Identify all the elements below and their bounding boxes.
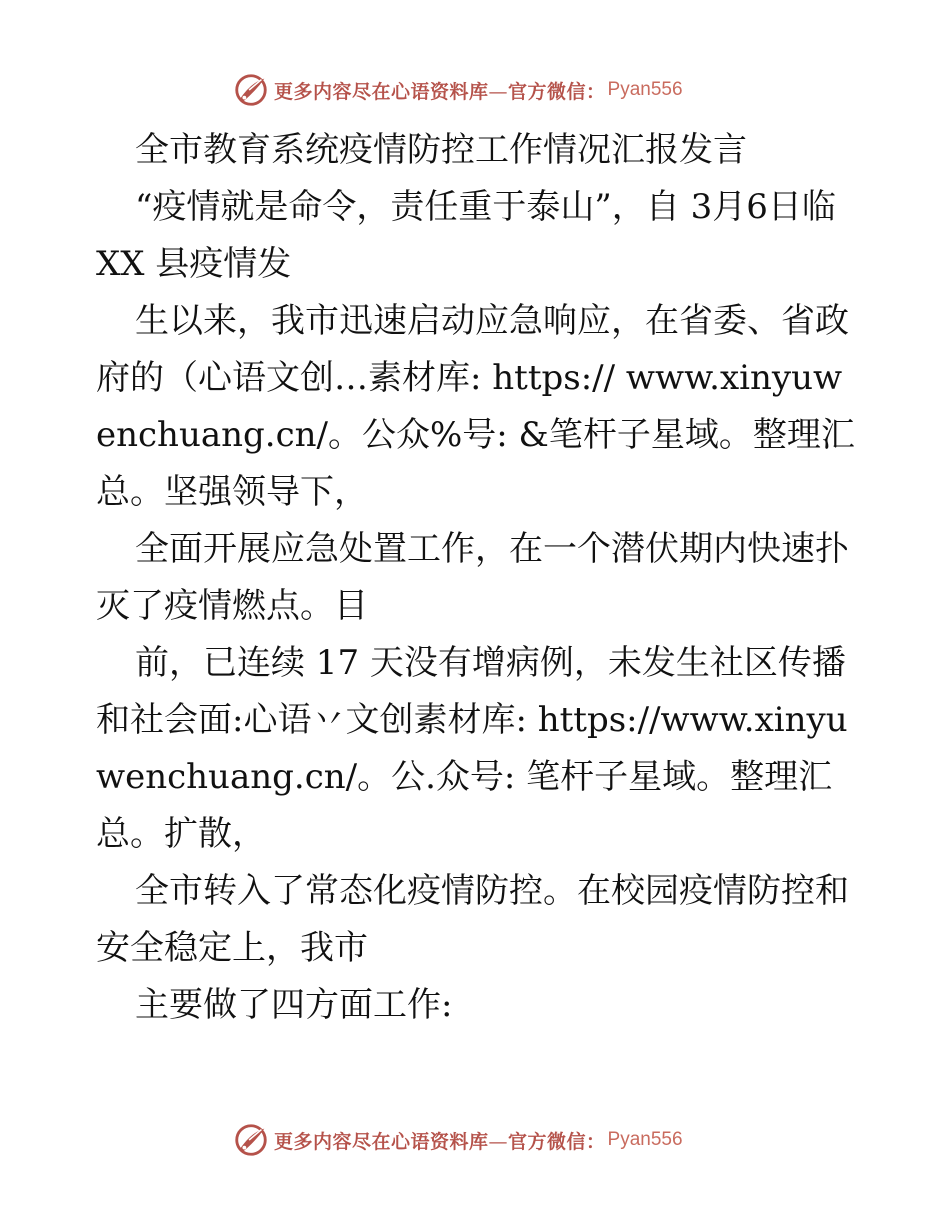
paragraph-6: 主要做了四方面工作:: [135, 985, 453, 1025]
document-body: [96, 122, 856, 1034]
paragraph-3: 全面开展应急处置工作，在一个潜伏期内快速扑灭了疫情燃点。目: [96, 529, 849, 626]
paragraph-5: 全市转入了常态化疫情防控。在校园疫情防控和安全稳定上，我市: [96, 871, 849, 968]
footer-watermark-sub: 官方微信：: [508, 1130, 606, 1153]
paragraph-4: 前，已连续 17 天没有增病例，未发生社区传播和社会面:心语丷文创素材库: https://www.xinyuwenchuang.cn/。公.众号: 笔杆子星域。整理汇总。扩散，: [96, 643, 848, 854]
brand-logo-icon: [232, 1121, 270, 1159]
paragraph-1: “疫情就是命令，责任重于泰山”，自 3月6日临 XX 县疫情发: [96, 187, 836, 284]
footer-watermark-code: Pyan556: [607, 1129, 683, 1150]
footer-watermark: [232, 1120, 732, 1160]
footer-watermark-main: 更多内容尽在心语资料库: [274, 1130, 489, 1153]
header-watermark-code: Pyan556: [607, 79, 683, 100]
brand-logo-icon: [232, 71, 270, 109]
header-watermark-main: 更多内容尽在心语资料库: [274, 80, 489, 103]
header-watermark-separator: —: [488, 80, 509, 103]
document-title: 全市教育系统疫情防控工作情况汇报发言: [135, 130, 747, 170]
footer-watermark-separator: —: [488, 1130, 509, 1153]
header-watermark-sub: 官方微信：: [508, 80, 606, 103]
header-watermark: [232, 70, 732, 110]
paragraph-2: 生以来，我市迅速启动应急响应，在省委、省政府的（心语文创…素材库: https:// www.xinyuwenchuang.cn/。公众%号: &笔杆子星域。整理汇总。坚强领导下，: [96, 301, 855, 512]
